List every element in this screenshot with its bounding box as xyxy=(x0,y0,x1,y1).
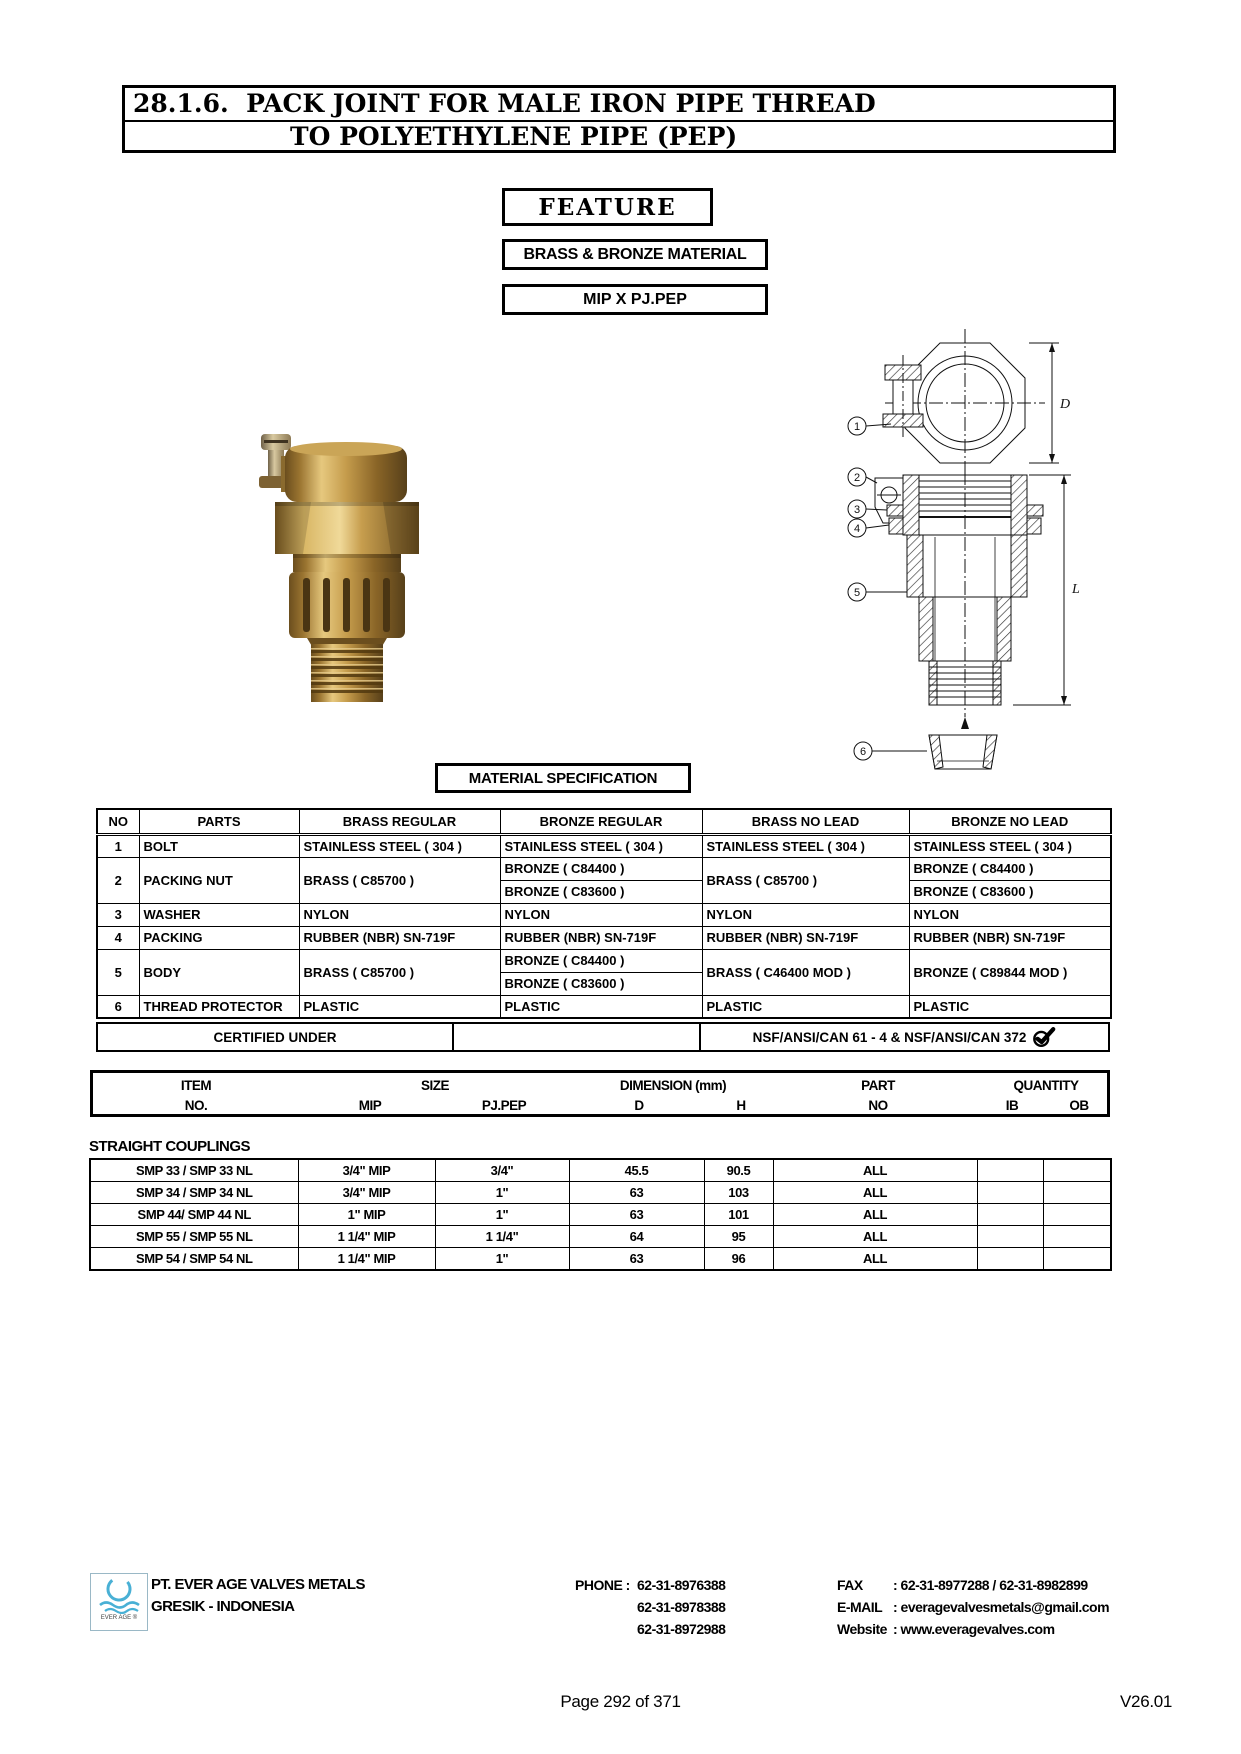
table-row xyxy=(97,995,1111,1018)
cell-material: STAINLESS STEEL ( 304 ) xyxy=(909,834,1111,857)
couplings-cell: SMP 55 / SMP 55 NL xyxy=(90,1226,298,1248)
callout-4: 4 xyxy=(853,523,861,535)
header-ob: OB xyxy=(1069,1098,1089,1113)
cell-part: BODY xyxy=(139,949,299,995)
website-line xyxy=(837,1618,1109,1640)
cell-material: STAINLESS STEEL ( 304 ) xyxy=(299,834,500,857)
couplings-cell: 1 1/4" MIP xyxy=(298,1226,435,1248)
couplings-cell xyxy=(977,1248,1043,1271)
cell-no: 5 xyxy=(97,949,139,995)
material-spec-table xyxy=(96,808,1112,1019)
company-name: PT. EVER AGE VALVES METALS xyxy=(151,1576,365,1593)
header-size: SIZE xyxy=(420,1078,450,1093)
table-row xyxy=(97,903,1111,926)
couplings-cell xyxy=(977,1226,1043,1248)
couplings-cell: 3/4" MIP xyxy=(298,1159,435,1182)
material-header-row xyxy=(97,809,1111,834)
table-row xyxy=(90,1248,1111,1271)
callout-5: 5 xyxy=(853,587,861,599)
couplings-cell: 45.5 xyxy=(569,1159,704,1182)
couplings-cell: ALL xyxy=(773,1182,977,1204)
table-row xyxy=(90,1204,1111,1226)
cell-material: BRASS ( C85700 ) xyxy=(299,949,500,995)
couplings-cell: 63 xyxy=(569,1204,704,1226)
couplings-cell: 63 xyxy=(569,1248,704,1271)
cell-material: PLASTIC xyxy=(500,995,702,1018)
cell-no: 3 xyxy=(97,903,139,926)
header-d: D xyxy=(634,1098,644,1113)
fax-label: FAX xyxy=(837,1577,863,1593)
couplings-cell: 64 xyxy=(569,1226,704,1248)
cell-material: BRONZE ( C84400 ) xyxy=(500,949,702,972)
cell-part: PACKING NUT xyxy=(139,857,299,903)
certified-check-icon xyxy=(1032,1026,1056,1048)
cell-no: 1 xyxy=(97,834,139,857)
couplings-cell xyxy=(977,1204,1043,1226)
ever-age-logo-icon xyxy=(92,1574,146,1614)
couplings-cell xyxy=(1043,1204,1111,1226)
couplings-cell: 101 xyxy=(704,1204,773,1226)
couplings-cell: ALL xyxy=(773,1226,977,1248)
email-value: : everagevalvesmetals@gmail.com xyxy=(893,1599,1110,1615)
couplings-cell xyxy=(1043,1182,1111,1204)
cell-material: STAINLESS STEEL ( 304 ) xyxy=(500,834,702,857)
email-line xyxy=(837,1596,1109,1618)
header-ib: IB xyxy=(1005,1098,1019,1113)
cell-material: BRONZE ( C89844 MOD ) xyxy=(909,949,1111,995)
material-badge: BRASS & BRONZE MATERIAL xyxy=(502,239,768,270)
cell-part: THREAD PROTECTOR xyxy=(139,995,299,1018)
fax-line xyxy=(837,1574,1109,1596)
couplings-cell: ALL xyxy=(773,1159,977,1182)
page-number: Page 292 of 371 xyxy=(560,1692,681,1711)
pack-joint-photo-illustration xyxy=(251,432,443,707)
cell-material: RUBBER (NBR) SN-719F xyxy=(500,926,702,949)
col-header-no: NO xyxy=(97,809,139,834)
couplings-cell: SMP 34 / SMP 34 NL xyxy=(90,1182,298,1204)
couplings-cell: SMP 33 / SMP 33 NL xyxy=(90,1159,298,1182)
header-quantity: QUANTITY xyxy=(1013,1078,1079,1093)
table-row xyxy=(97,926,1111,949)
certification-text: NSF/ANSI/CAN 61 - 4 & NSF/ANSI/CAN 372 xyxy=(752,1029,1027,1045)
company-location: GRESIK - INDONESIA xyxy=(151,1598,295,1615)
table-row xyxy=(97,834,1111,857)
col-header-bronze-no-lead: BRONZE NO LEAD xyxy=(909,809,1111,834)
company-info xyxy=(151,1574,365,1618)
product-photo xyxy=(251,432,443,707)
phone-number: 62-31-8978388 xyxy=(637,1599,726,1615)
callout-3: 3 xyxy=(853,504,861,516)
cell-material: BRONZE ( C84400 ) xyxy=(909,857,1111,880)
header-item: ITEM xyxy=(180,1078,212,1093)
cell-part: WASHER xyxy=(139,903,299,926)
couplings-cell: ALL xyxy=(773,1248,977,1271)
cell-material: NYLON xyxy=(299,903,500,926)
cell-material: BRONZE ( C84400 ) xyxy=(500,857,702,880)
couplings-cell xyxy=(1043,1159,1111,1182)
cell-material: NYLON xyxy=(702,903,909,926)
page-title xyxy=(122,85,1116,153)
couplings-cell: 103 xyxy=(704,1182,773,1204)
version-label: V26.01 xyxy=(1120,1692,1173,1711)
cell-material: BRONZE ( C83600 ) xyxy=(500,880,702,903)
certified-under-row xyxy=(96,1022,1110,1052)
header-part-no: NO xyxy=(868,1098,888,1113)
col-header-brass-regular: BRASS REGULAR xyxy=(299,809,500,834)
couplings-cell: 1 1/4" xyxy=(435,1226,569,1248)
cell-material: RUBBER (NBR) SN-719F xyxy=(702,926,909,949)
cell-material: PLASTIC xyxy=(702,995,909,1018)
table-row xyxy=(90,1159,1111,1182)
page-title-line2: TO POLYETHYLENE PIPE (PEP) xyxy=(125,120,1113,152)
cell-no: 2 xyxy=(97,857,139,903)
couplings-cell xyxy=(977,1159,1043,1182)
col-header-parts: PARTS xyxy=(139,809,299,834)
logo-caption: EVER AGE ® xyxy=(100,1615,138,1621)
table-row xyxy=(97,857,1111,880)
technical-drawing xyxy=(833,325,1133,775)
callout-1: 1 xyxy=(853,421,861,433)
dimension-d-label: D xyxy=(1060,397,1071,412)
col-header-brass-no-lead: BRASS NO LEAD xyxy=(702,809,909,834)
company-logo xyxy=(90,1573,148,1631)
section-label-straight-couplings: STRAIGHT COUPLINGS xyxy=(89,1138,251,1155)
callout-6: 6 xyxy=(859,746,867,758)
header-dimension: DIMENSION (mm) xyxy=(619,1078,727,1093)
couplings-cell xyxy=(1043,1226,1111,1248)
couplings-cell: 1" xyxy=(435,1204,569,1226)
cell-material: PLASTIC xyxy=(909,995,1111,1018)
couplings-cell: 63 xyxy=(569,1182,704,1204)
certified-empty-cell xyxy=(454,1024,701,1050)
couplings-cell: 1 1/4" MIP xyxy=(298,1248,435,1271)
header-h: H xyxy=(736,1098,746,1113)
cell-material: NYLON xyxy=(909,903,1111,926)
cell-no: 6 xyxy=(97,995,139,1018)
connection-badge: MIP X PJ.PEP xyxy=(502,284,768,315)
header-pjpep: PJ.PEP xyxy=(481,1098,527,1113)
website-label: Website xyxy=(837,1621,887,1637)
phone-label: PHONE : xyxy=(575,1577,630,1593)
cell-material: BRASS ( C46400 MOD ) xyxy=(702,949,909,995)
couplings-tbody xyxy=(90,1159,1111,1270)
couplings-cell: SMP 54 / SMP 54 NL xyxy=(90,1248,298,1271)
header-item-no: NO. xyxy=(184,1098,208,1113)
cell-material: RUBBER (NBR) SN-719F xyxy=(909,926,1111,949)
cell-no: 4 xyxy=(97,926,139,949)
straight-couplings-table xyxy=(89,1158,1112,1271)
couplings-cell: ALL xyxy=(773,1204,977,1226)
phone-number: 62-31-8972988 xyxy=(637,1621,726,1637)
couplings-cell: 95 xyxy=(704,1226,773,1248)
cell-material: BRONZE ( C83600 ) xyxy=(909,880,1111,903)
couplings-cell: SMP 44/ SMP 44 NL xyxy=(90,1204,298,1226)
cell-material: STAINLESS STEEL ( 304 ) xyxy=(702,834,909,857)
website-value: : www.everagevalves.com xyxy=(893,1621,1055,1637)
email-label: E-MAIL xyxy=(837,1599,883,1615)
cell-material: NYLON xyxy=(500,903,702,926)
callout-2: 2 xyxy=(853,472,861,484)
certified-value-cell xyxy=(701,1024,1108,1050)
couplings-cell: 90.5 xyxy=(704,1159,773,1182)
couplings-cell: 1" xyxy=(435,1182,569,1204)
cell-material: BRASS ( C85700 ) xyxy=(702,857,909,903)
cell-material: RUBBER (NBR) SN-719F xyxy=(299,926,500,949)
material-spec-heading: MATERIAL SPECIFICATION xyxy=(435,763,691,793)
cell-material: BRONZE ( C83600 ) xyxy=(500,972,702,995)
couplings-cell xyxy=(1043,1248,1111,1271)
phone-numbers xyxy=(637,1574,725,1640)
couplings-cell: 96 xyxy=(704,1248,773,1271)
cell-material: PLASTIC xyxy=(299,995,500,1018)
contact-block xyxy=(837,1574,1109,1640)
page-title-line1: 28.1.6. PACK JOINT FOR MALE IRON PIPE THREAD xyxy=(133,89,876,118)
certified-under-label: CERTIFIED UNDER xyxy=(98,1024,454,1050)
phone-number: 62-31-8976388 xyxy=(637,1577,726,1593)
dimension-l-label: L xyxy=(1072,582,1080,597)
cell-material: BRASS ( C85700 ) xyxy=(299,857,500,903)
cell-part: PACKING xyxy=(139,926,299,949)
couplings-cell: 1" xyxy=(435,1248,569,1271)
header-mip: MIP xyxy=(358,1098,382,1113)
fax-value: : 62-31-8977288 / 62-31-8982899 xyxy=(893,1577,1088,1593)
col-header-bronze-regular: BRONZE REGULAR xyxy=(500,809,702,834)
feature-heading: FEATURE xyxy=(502,188,713,226)
couplings-cell: 1" MIP xyxy=(298,1204,435,1226)
header-part: PART xyxy=(861,1078,895,1093)
table-row xyxy=(90,1182,1111,1204)
couplings-cell: 3/4" xyxy=(435,1159,569,1182)
table-row xyxy=(90,1226,1111,1248)
couplings-cell xyxy=(977,1182,1043,1204)
size-header-table xyxy=(90,1070,1110,1117)
table-row xyxy=(97,949,1111,972)
couplings-cell: 3/4" MIP xyxy=(298,1182,435,1204)
section-drawing xyxy=(833,325,1133,775)
cell-part: BOLT xyxy=(139,834,299,857)
